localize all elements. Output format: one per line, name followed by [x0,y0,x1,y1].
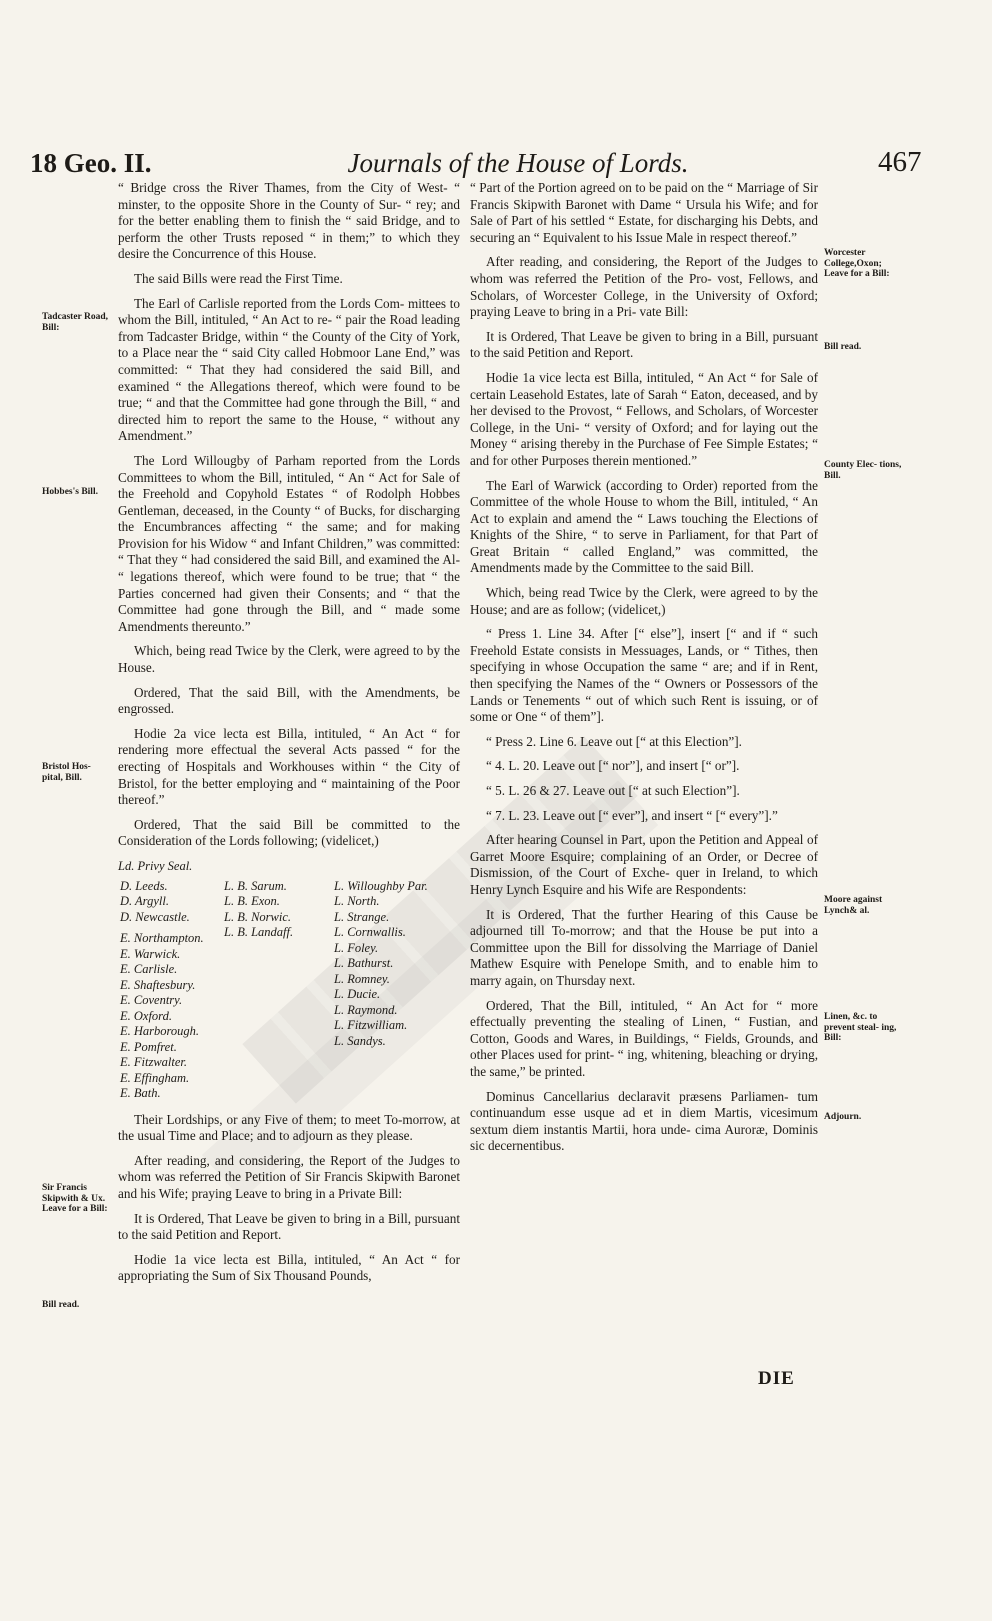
margin-note-bill-read: Bill read. [42,1300,80,1310]
lord-name: E. Fitzwalter. [120,1055,188,1070]
paragraph: The Earl of Warwick (according to Order) reported from the Committee of the whole House to whom the Bill, intituled, “ An Act to explain and amend the “ Laws touching the Elections of Knights of the Shire, “ to serve in Parliament, for that Part of Great Britain “ called England,” was committed, the Amendments made by the Committee to the said Bill. [470,477,818,576]
amendment: “ 7. L. 23. Leave out [“ ever”], and insert “ [“ every”].” [486,807,778,823]
margin-note-worcester: Worcester College,Oxon; Leave for a Bill: [824,248,890,279]
lord-name: L. Cornwallis. [334,925,406,940]
lord-name: L. B. Exon. [224,894,280,909]
lord-name: L. B. Sarum. [224,878,287,893]
paragraph: The Lord Willougby of Parham reported from the Lords Committees to whom the Bill, intituled, “ An “ Act for Sale of the Freehold and Copyhold Estates “ of Rodolph Hobbes Gentleman, deceased, in the County “ of Bucks, for discharging the Encumbrances affecting “ the same; and for making Provision for his Widow “ and Infant Children,” was committed: “ That they “ had considered the said Bill, and examined the Al- “ legations thereof, which were found to be true; that “ the Parties concerned had given their Consents; and “ that the Committee had gone through the Bill, and “ made some Amendments thereunto.” [118,452,460,634]
regnal-year: 18 Geo. II. [30,148,152,178]
paragraph: Ordered, That the said Bill be committed to the Consideration of the Lords following; (videlicet,) [118,816,460,849]
amendment: “ Press 2. Line 6. Leave out [“ at this Election”]. [486,733,742,749]
lord-name: L. Raymond. [334,1002,398,1017]
catchword: DIE [758,1368,795,1389]
paragraph: Hodie 1a vice lecta est Billa, intituled, “ An Act “ for Sale of certain Leasehold Estates, late of Sarah “ Eaton, deceased, and by her devised to the Provost, “ Fellows, and Scholars, of Worcester College, in the Uni- “ versity of Oxford; and for laying out the Money “ arising thereby in the Purchase of Fee Simple Estates; “ and for other Purposes therein mentioned.” [470,369,818,468]
paragraph: “ Part of the Portion agreed on to be paid on the “ Marriage of Sir Francis Skipwith Baronet with Dame “ Ursula his Wife; and for Sale of Part of his settled “ Estate, for discharging his Debts, and securing an “ Equivalent to his Issue Male in respect thereof.” [470,180,818,245]
privy-seal: Ld. Privy Seal. [118,858,193,873]
lord-name: L. Fitzwilliam. [334,1018,408,1033]
lord-name: D. Newcastle. [120,909,190,924]
paragraph: After hearing Counsel in Part, upon the Petition and Appeal of Garret Moore Esquire; complaining of an Order, or Decree of Dismission, of the Court of Exche- quer in Ireland, to which Henry Lynch Esquire and his Wife are Respondents: [470,832,818,897]
paragraph: Which, being read Twice by the Clerk, were agreed to by the House; and are as follow; (videlicet,) [470,585,818,617]
lord-name: L. Ducie. [334,987,381,1002]
paragraph: After reading, and considering, the Report of the Judges to whom was referred the Petition of the Pro- vost, Fellows, and Scholars, of Worcester College, in the University of Oxford; praying Leave to bring in a Pri- vate Bill: [470,254,818,320]
lords-list-col2 [224,879,334,1102]
margin-note-adjourn: Adjourn. [824,1112,862,1122]
margin-note-hobbes: Hobbes's Bill. [42,487,98,497]
amendment: “ 5. L. 26 & 27. Leave out [“ at such Election”]. [486,783,740,798]
margin-note-tadcaster: Tadcaster Road, Bill: [42,312,108,333]
right-column [470,180,818,1163]
lords-list [120,879,460,1102]
lord-name: E. Carlisle. [120,962,178,977]
margin-note-bristol: Bristol Hos- pital, Bill. [42,762,91,783]
margin-note-skipwith: Sir Francis Skipwith & Ux. Leave for a Bill: [42,1183,108,1214]
paragraph: It is Ordered, That Leave be given to bring in a Bill, pursuant to the said Petition and Report. [118,1210,460,1243]
lord-name: L. B. Landaff. [224,925,294,940]
lord-name: E. Coventry. [120,993,183,1008]
lord-name: E. Warwick. [120,946,181,961]
page-number: 467 [878,146,922,178]
left-column [118,180,460,1293]
lord-name: L. Strange. [334,909,390,924]
margin-note-moore: Moore against Lynch& al. [824,895,883,916]
paragraph: Their Lordships, or any Five of them; to meet To-morrow, at the usual Time and Place; and to adjourn as they please. [118,1111,460,1144]
lord-name: E. Bath. [120,1086,161,1101]
margin-note-county-elections: County Elec- tions, Bill. [824,460,902,481]
paragraph: Hodie 2a vice lecta est Billa, intituled, “ An Act “ for rendering more effectual the several Acts passed “ for the erecting of Hospitals and Workhouses within “ the City of Bristol, for the better employing and “ maintaining of the Poor thereof.” [118,725,460,808]
lord-name: L. B. Norwic. [224,909,292,924]
lord-name: E. Harborough. [120,1024,200,1039]
lord-name: E. Shaftesbury. [120,977,196,992]
lord-name: L. North. [334,894,380,909]
lord-name: L. Romney. [334,971,390,986]
lord-name: E. Pomfret. [120,1039,177,1054]
paragraph: After reading, and considering, the Report of the Judges to whom was referred the Petition of Sir Francis Skipwith Baronet and his Wife; praying Leave to bring in a Private Bill: [118,1152,460,1201]
lord-name: L. Willoughby Par. [334,878,428,893]
lords-list-col3 [334,879,454,1102]
paragraph: Which, being read Twice by the Clerk, were agreed to by the House. [118,643,460,676]
paragraph: The said Bills were read the First Time. [134,270,343,286]
lord-name: D. Leeds. [120,878,168,893]
paragraph: It is Ordered, That Leave be given to bring in a Bill, pursuant to the said Petition and Report. [470,328,818,361]
lord-name: E. Northampton. [120,931,204,946]
paragraph: It is Ordered, That the further Hearing of this Cause be adjourned till To-morrow; and that the House be put into a Committee upon the Bill for dissolving the Marriage of Daniel Mathew Esquire with Penelope Smith, and to enable him to marry again, on Thursday next. [470,906,818,988]
paragraph: Hodie 1a vice lecta est Billa, intituled, “ An Act “ for appropriating the Sum of Six Thousand Pounds, [118,1251,460,1284]
lords-list-col1 [120,879,224,1102]
paragraph: “ Bridge cross the River Thames, from the City of West- “ minster, to the opposite Shore in the County of Sur- “ rey; and for the better enabling them to finish the “ said Bridge, and to perform the other Trusts reposed “ in them;” to which they desire the Concurrence of this House. [118,180,460,262]
amendment: “ 4. L. 20. Leave out [“ nor”], and insert [“ or”]. [486,758,740,774]
paragraph: The Earl of Carlisle reported from the Lords Com- mittees to whom the Bill, intituled, “ An Act to re- “ pair the Road leading from Tadcaster Bridge, within “ the County of the City of York, to a Place near the “ said City called Hobmoor Lane End,” was committed: “ That they had considered the said Bill, and examined “ the Allegations thereof, which were found to be true; “ and that the Committee had gone through the Bill, “ and directed him to report the same to the House, “ without any Amendment.” [118,295,460,444]
margin-note-linen: Linen, &c. to prevent steal- ing, Bill: [824,1012,897,1043]
lord-name: L. Sandys. [334,1033,386,1048]
lord-name: E. Oxford. [120,1008,172,1023]
lord-name: L. Bathurst. [334,956,394,971]
lord-name: L. Foley. [334,940,379,955]
amendment: “ Press 1. Line 34. After [“ else”], insert [“ and if “ such Freehold Estate consists in Messuages, Lands, or “ Tithes, then specifying in whose Occupation the same “ are; and if in Rent, then specifying the Names of the “ Owners or Possessors of the Lands or Tenements “ out of which such Rent is issuing, or of some or One “ of them”]. [470,626,818,725]
lord-name: E. Effingham. [120,1070,190,1085]
paragraph: Ordered, That the Bill, intituled, “ An Act for “ more effectually preventing the stealing of Linen, “ Fustian, and Cotton, Goods and Wares, in Buildings, “ Fields, Grounds, and other Places used for print- “ ing, whitening, bleaching or drying, the same,” be printed. [470,997,818,1079]
paragraph: Ordered, That the said Bill, with the Amendments, be engrossed. [118,684,460,717]
margin-note-bill-read-right: Bill read. [824,342,862,352]
paragraph: Dominus Cancellarius declaravit præsens Parliamen- tum continuandum esse usque ad et in diem Martis, vicesimum sextum diem instantis Martii, hora unde- cima Auroræ, Dominis sic decernentibus. [470,1088,818,1154]
lord-name: D. Argyll. [120,894,169,909]
journal-title: Journals of the House of Lords. [347,148,689,178]
